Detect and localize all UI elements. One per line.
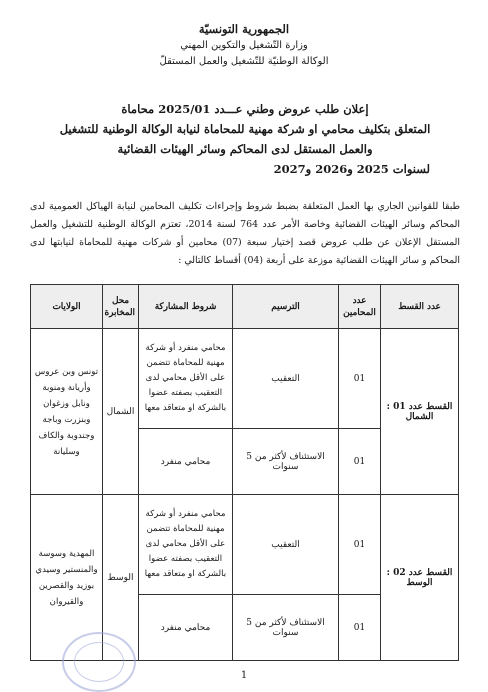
- court-cell: الوسط: [103, 495, 139, 661]
- lots-table: [30, 284, 459, 661]
- tender-title-line2: المتعلق بتكليف محامي او شركة مهنية للمحاماة لنيابة الوكالة الوطنية للتشغيل: [59, 122, 431, 136]
- grade-cell: الاستئناف لأكثر من 5 سنوات: [233, 595, 339, 661]
- header-court: محل المخابرة: [103, 285, 139, 329]
- court-cell: الشمال: [103, 329, 139, 495]
- ministry-header: وزارة التّشغيل والتكوين المهني: [180, 40, 308, 51]
- conditions-cell: محامي منفرد: [139, 595, 233, 661]
- page-number: 1: [240, 670, 248, 681]
- count-cell: 01: [339, 329, 381, 429]
- count-cell: 01: [339, 429, 381, 495]
- official-stamp-icon: [62, 632, 136, 692]
- conditions-cell: محامي منفرد أو شركة مهنية للمحاماة تتضمن على الأقل محامي لدى التعقيب بصفته عضوا بالشركة او متعاقد معها: [139, 329, 233, 429]
- grade-cell: التعقيب: [233, 495, 339, 595]
- header-conditions: شروط المشاركة: [139, 285, 233, 329]
- count-cell: 01: [339, 595, 381, 661]
- conditions-cell: محامي منفرد أو شركة مهنية للمحاماة تتضمن على الأقل محامي لدى التعقيب بصفته عضوا بالشركة او متعاقد معها: [139, 495, 233, 595]
- lot-cell: القسط عدد 01 : الشمال: [381, 329, 459, 495]
- tender-title-line4: لسنوات 2025 و2026 و2027: [273, 162, 430, 176]
- header-grade: الترسيم: [233, 285, 339, 329]
- header-count: عدد المحامين: [339, 285, 381, 329]
- count-cell: 01: [339, 495, 381, 595]
- regions-cell: المهدية وسوسة والمنستير وسيدي بوزيد والقصرين والقيروان: [31, 495, 103, 661]
- table-row: [31, 329, 459, 429]
- table-header-row: [31, 285, 459, 329]
- grade-cell: الاستئناف لأكثر من 5 سنوات: [233, 429, 339, 495]
- header-lot: عدد القسط: [381, 285, 459, 329]
- lot-cell: القسط عدد 02 : الوسط: [381, 495, 459, 661]
- conditions-cell: محامي منفرد: [139, 429, 233, 495]
- regions-cell: تونس وبن عروس وأريانة ومنوبة ونابل وزغوان وبنزرت وباجة وجندوبة والكاف وسليانة: [31, 329, 103, 495]
- intro-paragraph: طبقا للقوانين الجاري بها العمل المتعلقة بضبط شروط وإجراءات تكليف المحامين لنيابة الهياكل العمومية لدى المحاكم وسائر الهيئات القضائية وخاصة الأمر عدد 764 لسنة 2014، تعتزم الوكالة الوطنية للتشغيل والعمل المستقل الإعلان عن طلب عروض قصد إختيار سبعة (07) محامين أو شركات مهنية للمحاماة لنيابتها لدى المحاكم و سائر الهيئات القضائية موزعة على أربعة (04) أقساط كالتالي :: [30, 201, 460, 266]
- grade-cell: التعقيب: [233, 329, 339, 429]
- header-regions: الولايات: [31, 285, 103, 329]
- tender-title-line1: إعلان طلب عروض وطني عـــدد 2025/01 محاماة: [121, 102, 369, 116]
- table-row: [31, 495, 459, 595]
- tender-title-line3: والعمل المستقل لدى المحاكم وسائر الهيئات القضائية: [117, 142, 373, 156]
- agency-header: الوكالة الوطنيّة للتّشغيل والعمل المستقلّ: [159, 56, 329, 67]
- republic-header: الجمهورية التونسيّة: [198, 22, 290, 36]
